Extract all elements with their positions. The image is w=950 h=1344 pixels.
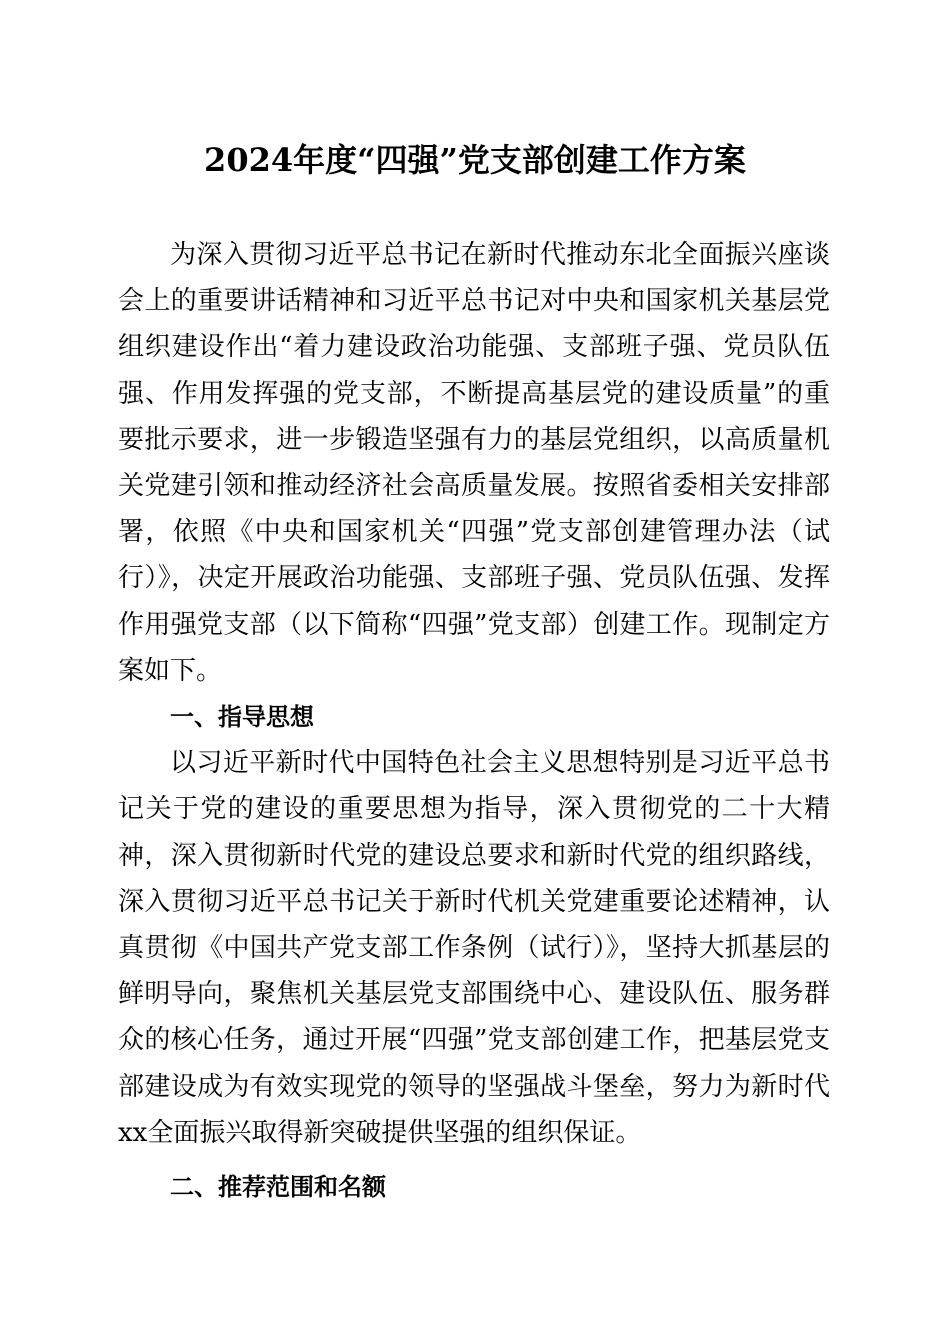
- document-body: [118, 232, 830, 1210]
- intro-paragraph: 为深入贯彻习近平总书记在新时代推动东北全面振兴座谈会上的重要讲话精神和习近平总书记对中央和国家机关基层党组织建设作出“着力建设政治功能强、支部班子强、党员队伍强、作用发挥强的党支部，不断提高基层党的建设质量”的重要批示要求，进一步锻造坚强有力的基层党组织，以高质量机关党建引领和推动经济社会高质量发展。按照省委相关安排部署，依照《中央和国家机关“四强”党支部创建管理办法（试行）》，决定开展政治功能强、支部班子强、党员队伍强、发挥作用强党支部（以下简称“四强”党支部）创建工作。现制定方案如下。: [118, 240, 830, 686]
- section-heading-scope-and-quota: 二、推荐范围和名额: [170, 1173, 386, 1202]
- section-paragraph-guiding-ideology: 以习近平新时代中国特色社会主义思想特别是习近平总书记关于党的建设的重要思想为指导，深入贯彻党的二十大精神，深入贯彻新时代党的建设总要求和新时代党的组织路线，深入贯彻习近平总书记关于新时代机关党建重要论述精神，认真贯彻《中国共产党支部工作条例（试行）》，坚持大抓基层的鲜明导向，聚焦机关基层党支部围绕中心、建设队伍、服务群众的核心任务，通过开展“四强”党支部创建工作，把基层党支部建设成为有效实现党的领导的坚强战斗堡垒，努力为新时代xx全面振兴取得新突破提供坚强的组织保证。: [118, 748, 830, 1148]
- document-title: 2024年度“四强”党支部创建工作方案: [204, 141, 746, 179]
- section-heading-guiding-ideology: 一、指导思想: [170, 703, 314, 732]
